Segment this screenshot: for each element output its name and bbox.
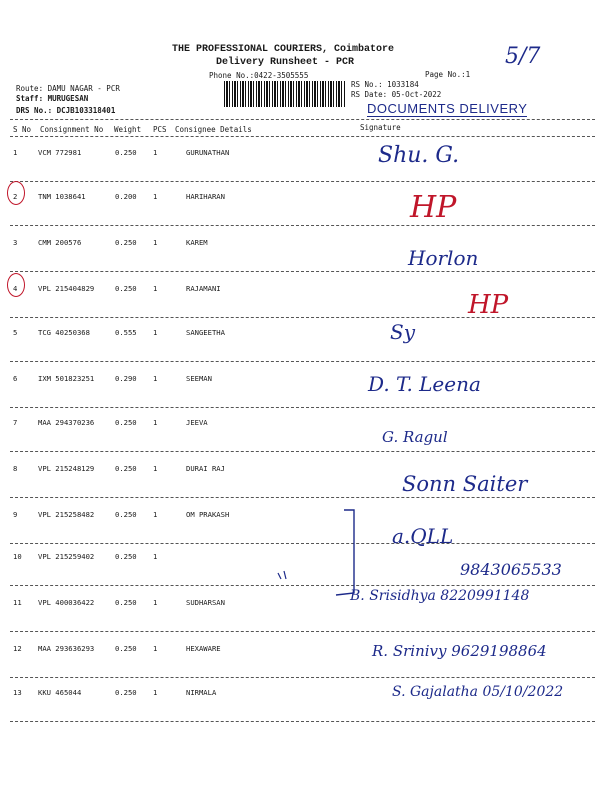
col-signature: Signature xyxy=(360,123,401,132)
row-signature: D. T. Leena xyxy=(368,372,481,396)
row-divider xyxy=(10,451,595,452)
row-weight: 0.250 xyxy=(115,644,137,653)
rs-number: RS No.: 1033184 xyxy=(351,80,419,89)
col-sno: S No xyxy=(13,125,32,134)
row-consignment: IXM 501823251 xyxy=(38,374,95,383)
rs-date: RS Date: 05-Oct-2022 xyxy=(351,90,442,99)
row-signature: Sy xyxy=(390,320,415,344)
row-divider xyxy=(10,497,595,498)
row-divider xyxy=(10,181,595,182)
barcode xyxy=(224,81,346,107)
row-pcs: 1 xyxy=(153,688,158,697)
col-pcs: PCS xyxy=(153,125,167,134)
bracket-mark xyxy=(270,505,360,600)
row-consignee: SEEMAN xyxy=(186,374,212,383)
row-consignment: KKU 465044 xyxy=(38,688,82,697)
row-divider xyxy=(10,631,595,632)
row-weight: 0.250 xyxy=(115,598,137,607)
row-consignment: VCM 772981 xyxy=(38,148,82,157)
row-pcs: 1 xyxy=(153,510,158,519)
row-signature: G. Ragul xyxy=(382,428,448,446)
row-sno: 7 xyxy=(13,418,18,427)
page-number: Page No.:1 xyxy=(425,70,471,79)
row-pcs: 1 xyxy=(153,328,158,337)
row-weight: 0.250 xyxy=(115,238,137,247)
row-pcs: 1 xyxy=(153,598,158,607)
row-signature: Sonn Saiter xyxy=(402,472,528,496)
row-consignee: DURAI RAJ xyxy=(186,464,225,473)
row-signature: HP xyxy=(410,190,457,225)
row-pcs: 1 xyxy=(153,238,158,247)
row-consignee: HARIHARAN xyxy=(186,192,225,201)
row-consignee: SANGEETHA xyxy=(186,328,225,337)
row-sno: 11 xyxy=(13,598,22,607)
row-divider xyxy=(10,721,595,722)
row-consignee: JEEVA xyxy=(186,418,208,427)
divider xyxy=(10,136,595,137)
col-weight: Weight xyxy=(114,125,142,134)
row-signature: S. Gajalatha 05/10/2022 xyxy=(392,684,564,700)
row-weight: 0.200 xyxy=(115,192,137,201)
row-weight: 0.250 xyxy=(115,464,137,473)
row-pcs: 1 xyxy=(153,418,158,427)
row-divider xyxy=(10,317,595,318)
row-consignment: TCG 40250368 xyxy=(38,328,90,337)
company-title: THE PROFESSIONAL COURIERS, Coimbatore xyxy=(172,44,395,55)
col-consignment: Consignment No xyxy=(40,125,104,134)
row-signature: HP xyxy=(468,290,509,320)
row-sno: 12 xyxy=(13,644,22,653)
row-signature: a.QLL xyxy=(392,524,454,548)
row-sno: 8 xyxy=(13,464,18,473)
row-consignee: HEXAWARE xyxy=(186,644,221,653)
row-consignee: RAJAMANI xyxy=(186,284,221,293)
red-circle-mark xyxy=(7,181,25,205)
row-weight: 0.250 xyxy=(115,284,137,293)
row-pcs: 1 xyxy=(153,464,158,473)
route-label: Route: DAMU NAGAR - PCR xyxy=(16,84,120,93)
drs-number: DRS No.: DCJB103318401 xyxy=(16,106,116,115)
row-signature: 9843065533 xyxy=(460,560,562,579)
row-sno: 1 xyxy=(13,148,18,157)
row-signature: Shu. G. xyxy=(378,143,460,168)
row-consignee: NIRMALA xyxy=(186,688,217,697)
row-sno: 2 xyxy=(13,192,18,201)
row-divider xyxy=(10,407,595,408)
row-signature: Horlon xyxy=(408,246,479,270)
row-consignment: VPL 215258482 xyxy=(38,510,95,519)
row-signature: B. Srisidhya 8220991148 xyxy=(350,588,530,604)
row-divider xyxy=(10,271,595,272)
row-divider xyxy=(10,361,595,362)
col-consignee: Consignee Details xyxy=(175,125,252,134)
row-consignee: OM PRAKASH xyxy=(186,510,230,519)
row-consignment: VPL 215248129 xyxy=(38,464,95,473)
row-sno: 4 xyxy=(13,284,18,293)
runsheet-subtitle: Delivery Runsheet - PCR xyxy=(216,57,355,68)
row-divider xyxy=(10,677,595,678)
row-consignment: VPL 215404829 xyxy=(38,284,95,293)
row-pcs: 1 xyxy=(153,284,158,293)
row-signature: R. Srinivy 9629198864 xyxy=(372,642,547,660)
row-pcs: 1 xyxy=(153,192,158,201)
row-weight: 0.250 xyxy=(115,148,137,157)
documents-delivery-stamp: DOCUMENTS DELIVERY xyxy=(367,101,528,116)
red-circle-mark xyxy=(7,273,25,297)
row-weight: 0.250 xyxy=(115,688,137,697)
row-consignment: MAA 294370236 xyxy=(38,418,95,427)
row-sno: 5 xyxy=(13,328,18,337)
row-weight: 0.250 xyxy=(115,510,137,519)
row-weight: 0.250 xyxy=(115,552,137,561)
row-consignee: KAREM xyxy=(186,238,208,247)
row-consignment: VPL 400036422 xyxy=(38,598,95,607)
row-weight: 0.555 xyxy=(115,328,137,337)
row-consignment: TNM 1038641 xyxy=(38,192,86,201)
divider xyxy=(10,119,595,120)
row-consignment: VPL 215259402 xyxy=(38,552,95,561)
phone-number: Phone No.:0422-3505555 xyxy=(209,71,309,80)
row-weight: 0.290 xyxy=(115,374,137,383)
row-pcs: 1 xyxy=(153,148,158,157)
row-sno: 6 xyxy=(13,374,18,383)
row-sno: 3 xyxy=(13,238,18,247)
row-sno: 13 xyxy=(13,688,22,697)
row-divider xyxy=(10,225,595,226)
row-sno: 9 xyxy=(13,510,18,519)
row-sno: 10 xyxy=(13,552,22,561)
row-weight: 0.250 xyxy=(115,418,137,427)
row-consignee: SUDHARSAN xyxy=(186,598,225,607)
row-consignment: CMM 200576 xyxy=(38,238,82,247)
row-consignment: MAA 293636293 xyxy=(38,644,95,653)
row-pcs: 1 xyxy=(153,374,158,383)
row-pcs: 1 xyxy=(153,644,158,653)
row-consignee: GURUNATHAN xyxy=(186,148,230,157)
staff-label: Staff: MURUGESAN xyxy=(16,94,89,103)
row-pcs: 1 xyxy=(153,552,158,561)
handwritten-page-mark: 5/7 xyxy=(505,44,541,69)
